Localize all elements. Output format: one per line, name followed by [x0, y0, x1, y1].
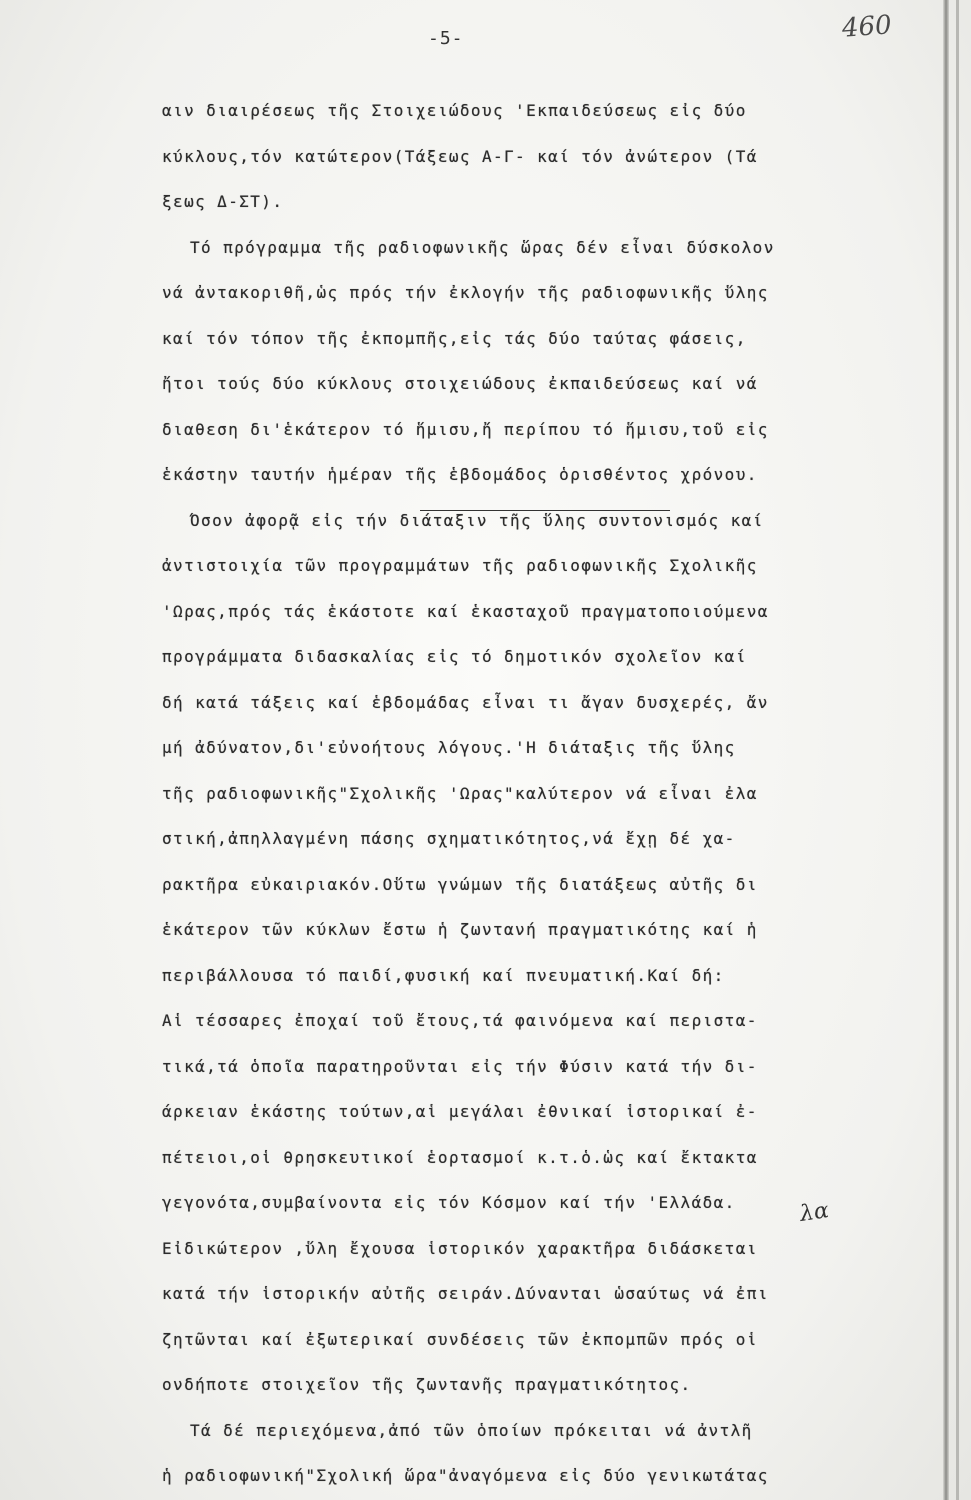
text-line: πέτειοι,οἱ θρησκευτικοί ἑορτασμοί κ.τ.ὁ.ὡς καί ἔκτακτα: [162, 1147, 758, 1167]
page-number: -5-: [428, 28, 464, 49]
text-line: κατά τήν ἱστορικήν αὐτῆς σειράν.Δύνανται ὡσαύτως νά ἐπι: [162, 1284, 769, 1303]
text-line: περιβάλλουσα τό παιδί,φυσική καί πνευματική.Καί δή:: [162, 965, 725, 985]
text-line: τικά,τά ὁποῖα παρατηροῦνται εἰς τήν Φύσιν κατά τήν δι-: [162, 1056, 758, 1076]
page-edge-shadow: [943, 0, 949, 1500]
text-line: Τό πρόγραμμα τῆς ραδιοφωνικῆς ὥρας δέν εἶναι δύσκολον: [190, 237, 775, 257]
text-line: Όσον ἀφορᾷ εἰς τήν διάταξιν τῆς ὕλης συντονισμός καί: [190, 510, 764, 530]
text-line: ἑκάστην ταυτήν ἡμέραν τῆς ἑβδομάδος ὁρισθέντος χρόνου.: [162, 465, 758, 484]
text-line: ἑκάτερον τῶν κύκλων ἔστω ἡ ζωντανή πραγματικότης καί ἡ: [162, 920, 758, 939]
text-line: στική,ἀπηλλαγμένη πάσης σχηματικότητος,νά ἔχῃ δέ χα-: [162, 829, 736, 848]
text-line: δή κατά τάξεις καί ἑβδομάδας εἶναι τι ἄγαν δυσχερές, ἄν: [162, 692, 769, 712]
text-line: Τά δέ περιεχόμενα,ἀπό τῶν ὁποίων πρόκειται νά ἀντλῆ: [190, 1420, 753, 1440]
page-edge-line: [956, 0, 959, 1500]
text-line: ἀντιστοιχία τῶν προγραμμάτων τῆς ραδιοφωνικῆς Σχολικῆς: [162, 556, 758, 575]
text-line: τῆς ραδιοφωνικῆς"Σχολικῆς 'Ωρας"καλύτερον νά εἶναι ἐλα: [162, 783, 758, 803]
text-line: ονδήποτε στοιχεῖον τῆς ζωντανῆς πραγματικότητος.: [162, 1375, 692, 1394]
handwritten-margin-note: λα: [798, 1198, 831, 1227]
text-line: κύκλους,τόν κατώτερον(Τάξεως Α-Γ- καί τόν ἀνώτερον (Τά: [162, 146, 758, 166]
text-line: ξεως Δ-ΣΤ).: [162, 192, 284, 211]
text-line: άρκειαν ἑκάστης τούτων,αἱ μεγάλαι ἐθνικαί ἱστορικαί ἐ-: [162, 1102, 758, 1121]
underline-mark: [420, 510, 670, 511]
text-line: ἤτοι τούς δύο κύκλους στοιχειώδους ἐκπαιδεύσεως καί νά: [162, 374, 758, 393]
text-line: 'Ωρας,πρός τάς ἑκάστοτε καί ἑκασταχοῦ πραγματοποιούμενα: [162, 601, 769, 621]
text-line: προγράμματα διδασκαλίας εἰς τό δημοτικόν σχολεῖον καί: [162, 647, 747, 666]
typed-body-text: [162, 88, 892, 1499]
archive-number: 460: [841, 10, 893, 44]
text-line: διαθεση δι'ἑκάτερον τό ἥμισυ,ἤ περίπου τό ἥμισυ,τοῦ εἰς: [162, 419, 769, 439]
text-line: Εἰδικώτερον ,ὕλη ἔχουσα ἱστορικόν χαρακτῆρα διδάσκεται: [162, 1238, 758, 1258]
text-line: νά ἀντακοριθῆ,ὡς πρός τήν ἐκλογήν τῆς ραδιοφωνικῆς ὕλης: [162, 283, 769, 302]
text-line: καί τόν τόπον τῆς ἐκπομπῆς,εἰς τάς δύο ταύτας φάσεις,: [162, 328, 747, 348]
text-line: μή ἀδύνατον,δι'εὐνοήτους λόγους.'Η διάταξις τῆς ὕλης: [162, 738, 736, 757]
text-line: αιν διαιρέσεως τῆς Στοιχειώδους 'Εκπαιδεύσεως εἰς δύο: [162, 101, 747, 120]
text-line: Αἱ τέσσαρες ἐποχαί τοῦ ἔτους,τά φαινόμενα καί περιστα-: [162, 1011, 758, 1030]
text-line: γεγονότα,συμβαίνοντα εἰς τόν Κόσμον καί τήν 'Ελλάδα.: [162, 1193, 736, 1212]
text-line: ἡ ραδιοφωνική"Σχολική ὥρα"ἀναγόμενα εἰς δύο γενικωτάτας: [162, 1466, 769, 1485]
text-line: ζητῶνται καί ἐξωτερικαί συνδέσεις τῶν ἐκπομπῶν πρός οἱ: [162, 1329, 758, 1349]
text-line: ρακτῆρα εὐκαιριακόν.Οὕτω γνώμων τῆς διατάξεως αὐτῆς δι: [162, 874, 758, 894]
